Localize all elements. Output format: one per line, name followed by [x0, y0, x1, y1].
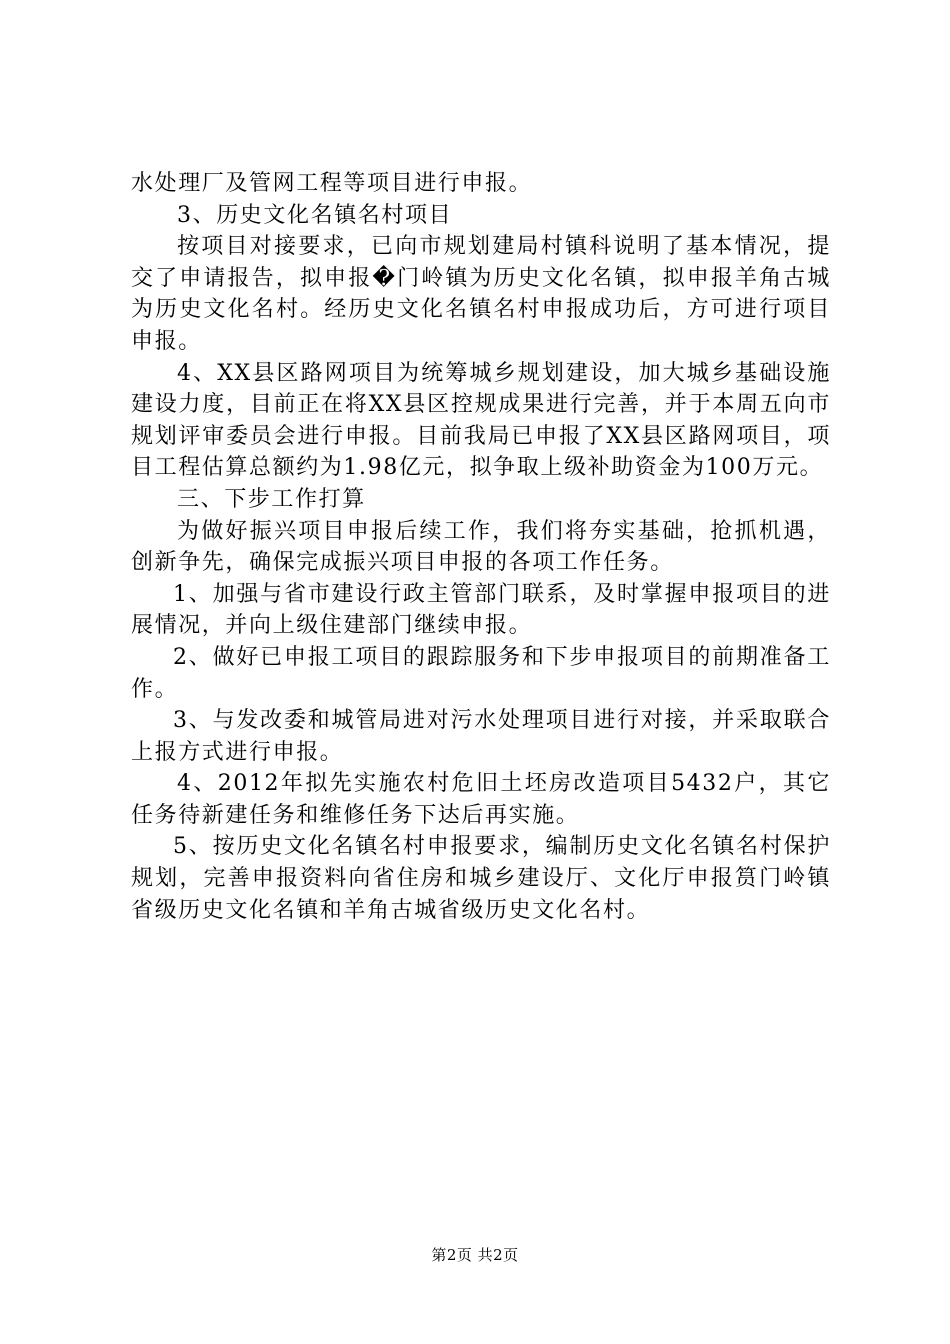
list-item-5: 5、按历史文化名镇名村申报要求，编制历史文化名镇名村保护规划，完善申报资料向省住房和城乡建设厅、文化厅申报筼门岭镇省级历史文化名镇和羊角古城省级历史文化名村。 — [131, 834, 831, 923]
list-item-2: 2、做好已申报工项目的跟踪服务和下步申报项目的前期准备工作。 — [131, 644, 831, 702]
paragraph-historic-towns: 按项目对接要求，已向市规划建局村镇科说明了基本情况，提交了申请报告，拟申报�门岭镇为历史文化名镇，拟申报羊角古城为历史文化名村。经历史文化名镇名村申报成功后，方可进行项目申报。 — [131, 234, 831, 354]
heading-next-steps: 三、下步工作打算 — [177, 486, 366, 512]
heading-historic-towns: 3、历史文化名镇名村项目 — [177, 202, 453, 228]
list-item-3: 3、与发改委和城管局进对污水处理项目进行对接，并采取联合上报方式进行申报。 — [131, 708, 831, 765]
paragraph-next-steps-intro: 为做好振兴项目申报后续工作，我们将夯实基础，抢抓机遇，创新争先，确保完成振兴项目申报的各项工作任务。 — [131, 518, 831, 576]
list-item-1: 1、加强与省市建设行政主管部门联系，及时掌握申报项目的进展情况，并向上级住建部门继续申报。 — [131, 581, 831, 639]
paragraph-continuation: 水处理厂及管网工程等项目进行申报。 — [131, 171, 533, 196]
document-body — [131, 168, 831, 926]
list-item-4: 4、2012年拟先实施农村危旧土坯房改造项目5432户，其它任务待新建任务和维修任务下达后再实施。 — [131, 771, 831, 828]
page-number-footer: 第2页 共2页 — [431, 1246, 519, 1264]
paragraph-road-network: 4、XX县区路网项目为统筹城乡规划建设，加大城乡基础设施建设力度，目前正在将XX县区控规成果进行完善，并于本周五向市规划评审委员会进行申报。目前我局已申报了XX县区路网项目，项目工程估算总额约为1.98亿元，拟争取上级补助资金为100万元。 — [131, 360, 831, 481]
